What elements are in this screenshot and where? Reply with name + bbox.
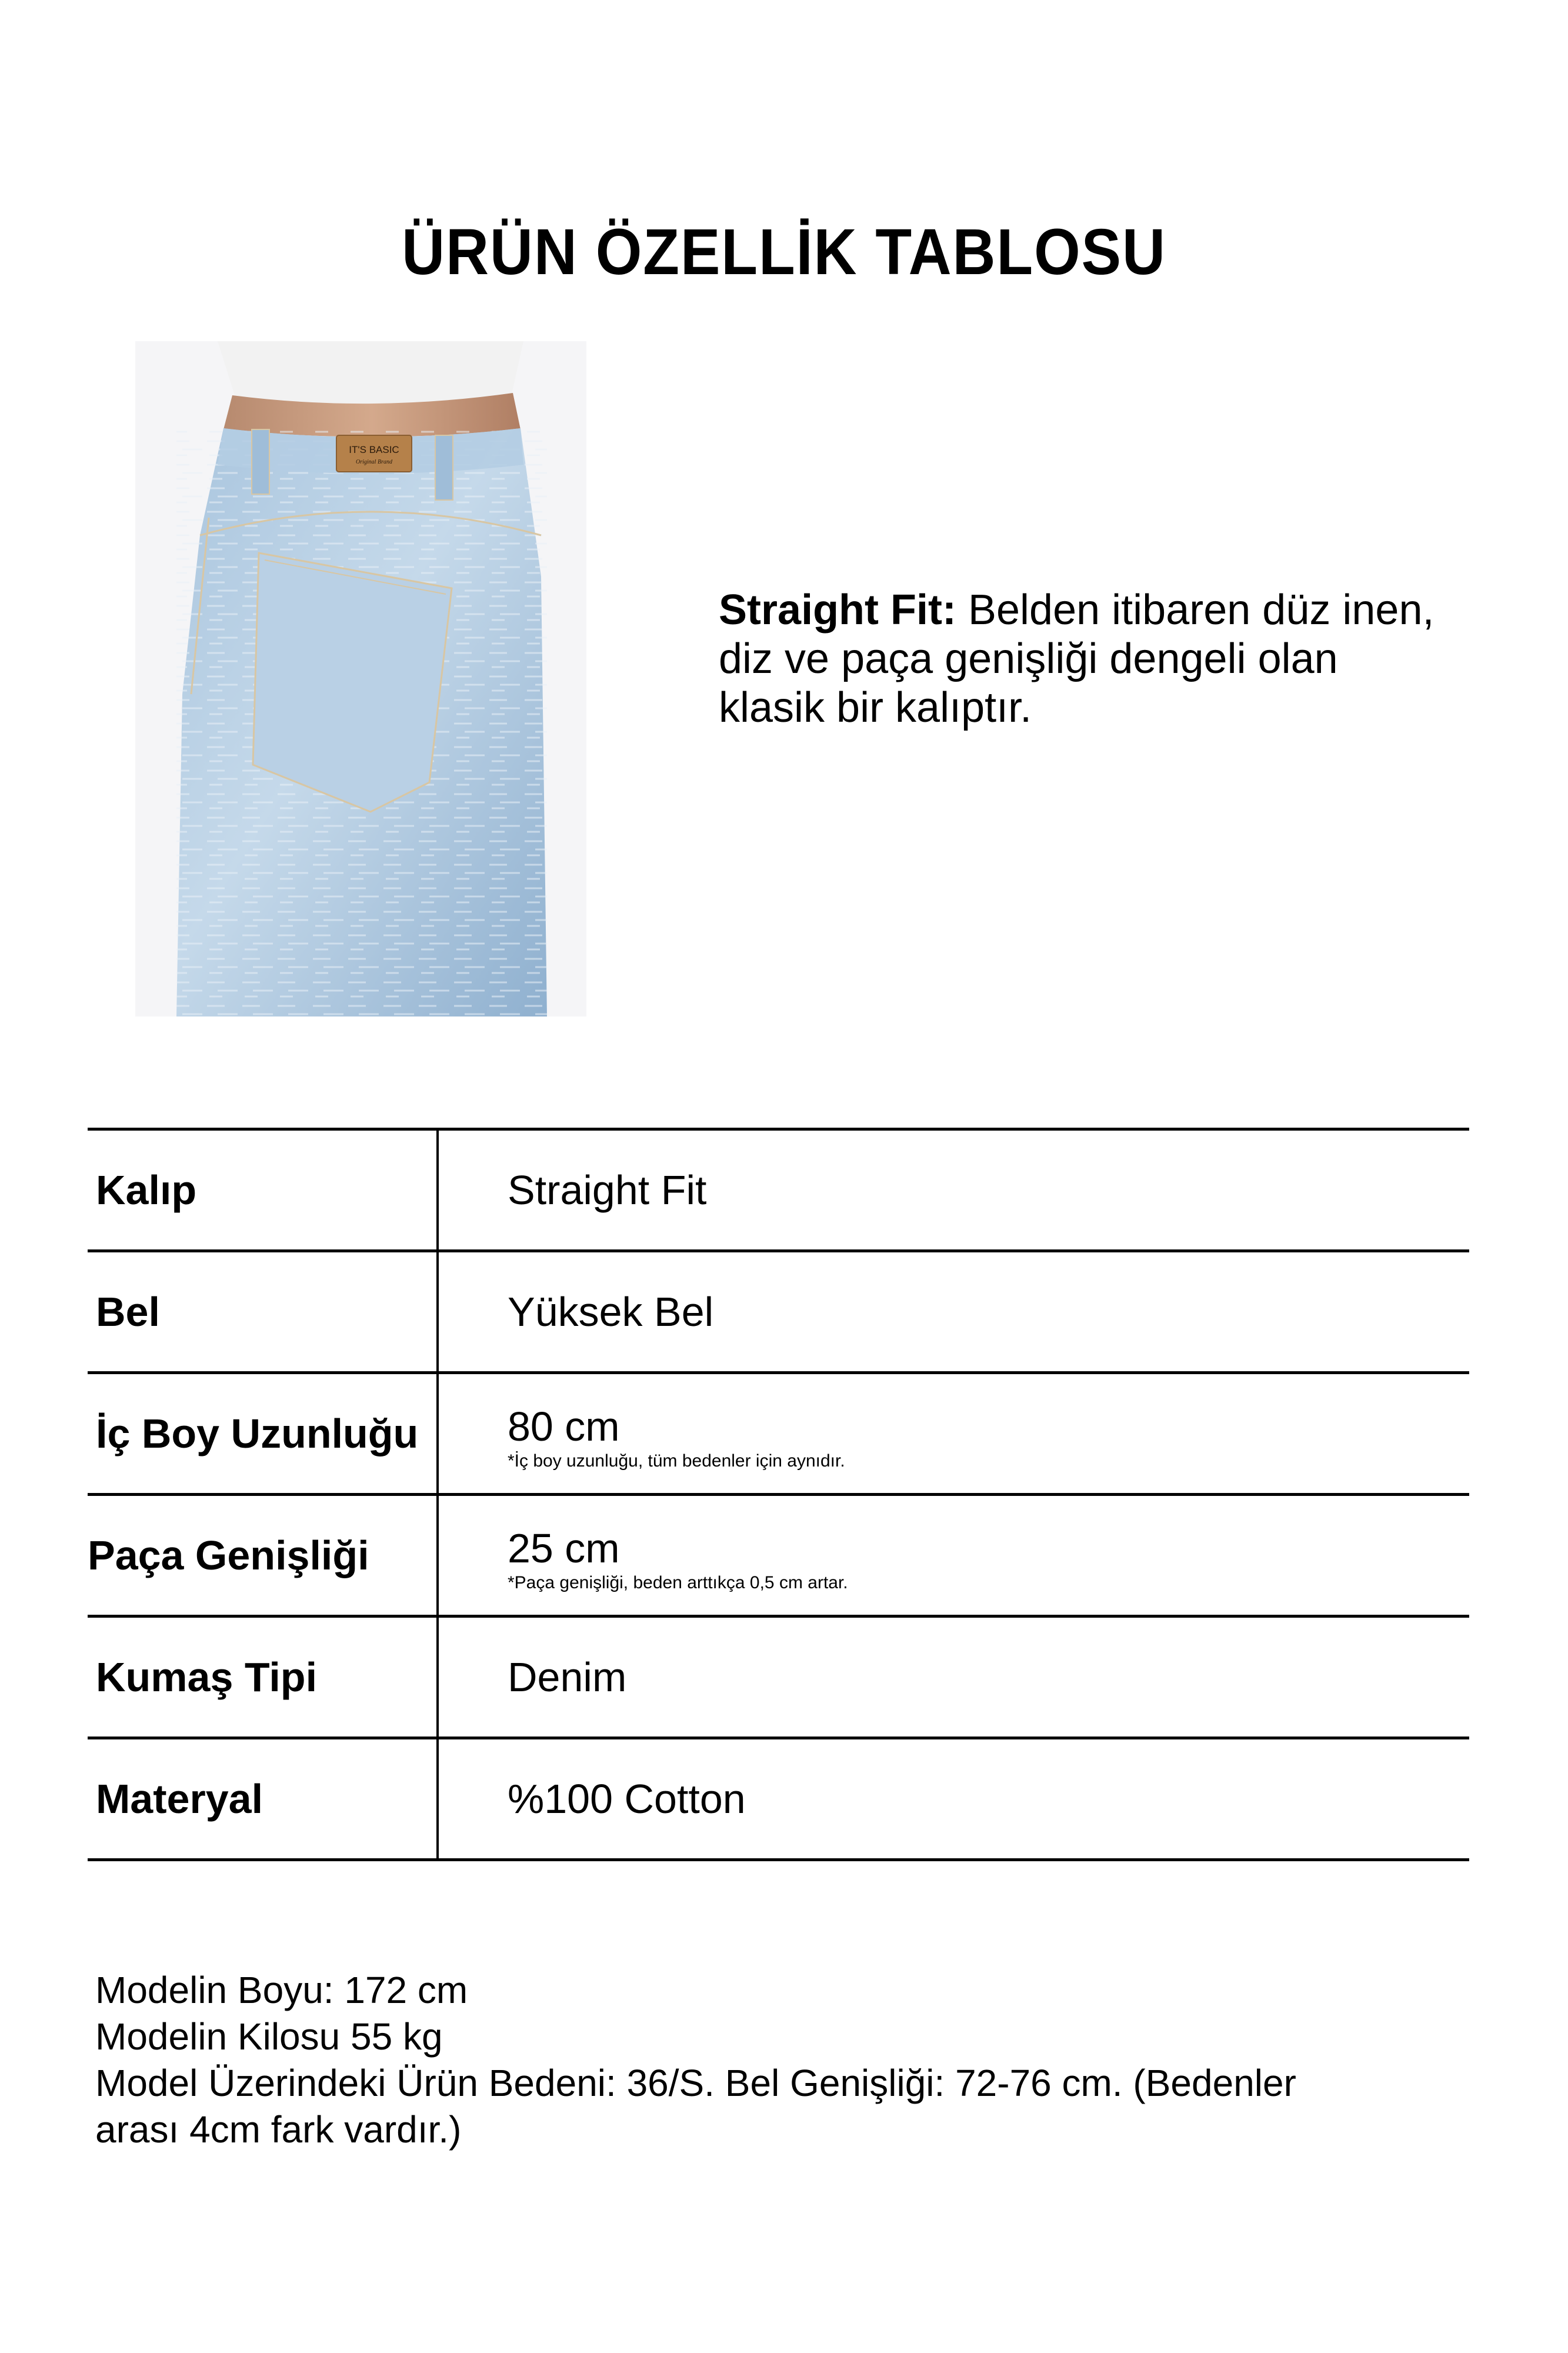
row-label: Bel [96, 1289, 160, 1335]
column-divider [436, 1739, 439, 1858]
row-label: Materyal [96, 1776, 263, 1822]
model-info [95, 1967, 1507, 2153]
page-title: ÜRÜN ÖZELLİK TABLOSU [402, 215, 1166, 288]
spec-table [88, 1128, 1469, 1861]
column-divider [436, 1131, 439, 1249]
row-label: Paça Genişliği [88, 1532, 369, 1578]
row-value-cell [508, 1131, 1449, 1249]
row-value-cell [508, 1618, 1449, 1737]
row-footnote: *Paça genişliği, beden arttıkça 0,5 cm artar. [508, 1573, 848, 1592]
model-size-info-cont: arası 4cm fark vardır.) [95, 2108, 462, 2151]
row-label: Kalıp [96, 1167, 197, 1213]
row-value: Denim [508, 1654, 627, 1700]
jeans-back-view-image [135, 341, 586, 1016]
product-photo [135, 341, 586, 1016]
fit-description-text: Belden itibaren düz inen, [956, 586, 1434, 634]
table-row [88, 1615, 1469, 1737]
fit-description-text: diz ve paça genişliği dengeli olan [719, 635, 1338, 682]
fit-description-label: Straight Fit: [719, 586, 956, 634]
model-height: Modelin Boyu: 172 cm [95, 1969, 468, 2011]
table-row [88, 1371, 1469, 1493]
row-label: Kumaş Tipi [96, 1654, 318, 1700]
row-value: 25 cm [508, 1525, 620, 1571]
model-weight: Modelin Kilosu 55 kg [95, 2015, 443, 2058]
row-value: Straight Fit [508, 1167, 707, 1213]
row-label: İç Boy Uzunluğu [96, 1411, 419, 1457]
fit-description-text: klasik bir kalıptır. [719, 684, 1032, 731]
row-value: Yüksek Bel [508, 1289, 714, 1335]
row-value: 80 cm [508, 1404, 620, 1449]
table-row [88, 1737, 1469, 1861]
svg-text:Original Brand: Original Brand [356, 459, 392, 465]
column-divider [436, 1496, 439, 1615]
fit-description [719, 586, 1483, 732]
table-row [88, 1493, 1469, 1615]
column-divider [436, 1618, 439, 1737]
table-row [88, 1249, 1469, 1371]
table-row [88, 1128, 1469, 1249]
column-divider [436, 1252, 439, 1371]
svg-text:IT'S BASIC: IT'S BASIC [349, 444, 399, 455]
brand-patch [336, 435, 412, 472]
row-value-cell [508, 1252, 1449, 1371]
model-size-info: Model Üzerindeki Ürün Bedeni: 36/S. Bel Genişliği: 72-76 cm. (Bedenler [95, 2062, 1296, 2104]
row-value-cell [508, 1739, 1449, 1858]
row-footnote: *İç boy uzunluğu, tüm bedenler için aynıdır. [508, 1451, 845, 1471]
row-value: %100 Cotton [508, 1776, 746, 1822]
column-divider [436, 1374, 439, 1493]
